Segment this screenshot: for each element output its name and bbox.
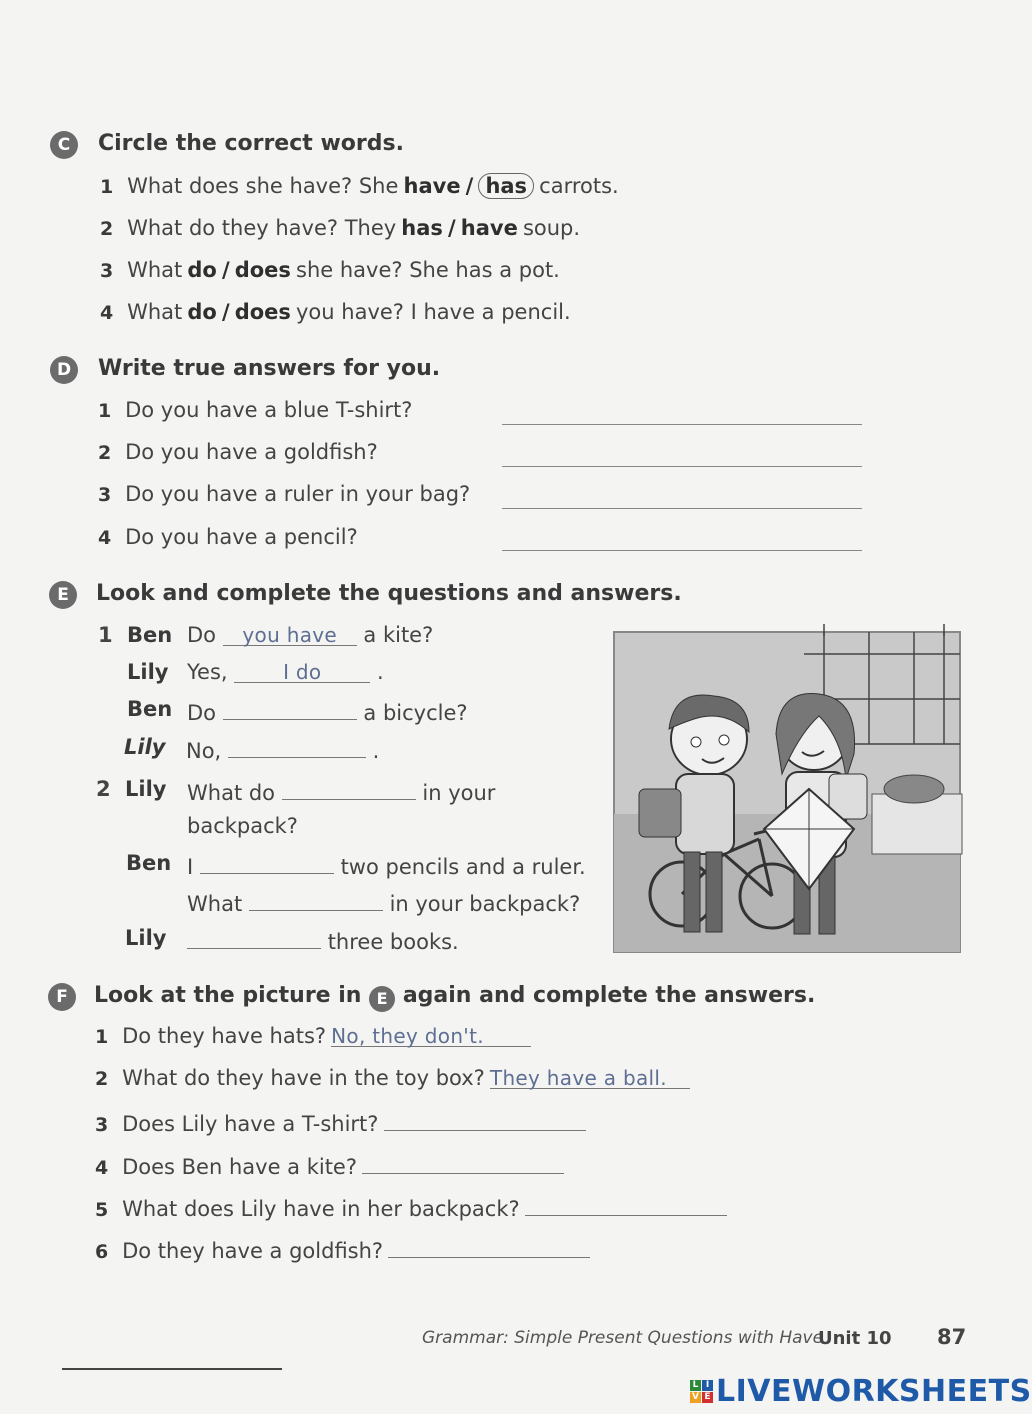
speaker-lily: Lily bbox=[124, 735, 166, 759]
illustration-children-bicycle-kite bbox=[614, 624, 968, 960]
dialogue-line: Yes, I do . bbox=[187, 660, 384, 684]
dialogue-number: 2 bbox=[96, 777, 111, 801]
dialogue-line: Do a bicycle? bbox=[187, 697, 468, 725]
option-word[interactable]: have bbox=[460, 216, 518, 240]
speaker-ben: Ben bbox=[126, 851, 172, 875]
filled-blank[interactable]: I do bbox=[234, 660, 370, 683]
footer-unit: Unit 10 bbox=[818, 1328, 892, 1349]
dialogue-line: Do you have a kite? bbox=[187, 623, 434, 647]
dialogue-number: 1 bbox=[98, 623, 113, 647]
answer-line[interactable] bbox=[362, 1151, 564, 1174]
section-e-title: Look and complete the questions and answers. bbox=[96, 581, 682, 606]
blank-input[interactable] bbox=[187, 926, 321, 949]
section-c-item: 1 What does she have? She have / has carrots. bbox=[100, 174, 619, 198]
option-word[interactable]: do bbox=[187, 300, 217, 324]
section-c-title: Circle the correct words. bbox=[98, 131, 404, 156]
blank-input[interactable] bbox=[282, 777, 416, 800]
section-c-item: 4 What do / does you have? I have a pencil. bbox=[100, 300, 571, 324]
section-c-item: 3 What do / does she have? She has a pot. bbox=[100, 258, 560, 282]
section-f-item: 4 Does Ben have a kite? bbox=[95, 1151, 564, 1179]
filled-answer[interactable]: They have a ball. bbox=[490, 1066, 690, 1089]
filled-blank[interactable]: you have bbox=[223, 623, 357, 646]
speaker-lily: Lily bbox=[125, 926, 167, 950]
dialogue-line: No, . bbox=[186, 735, 379, 763]
dialogue-line: What in your backpack? bbox=[187, 888, 580, 916]
speaker-ben: Ben bbox=[127, 623, 173, 647]
section-d-item: 4 Do you have a pencil? bbox=[98, 525, 358, 549]
section-f-item: 1 Do they have hats? No, they don't. bbox=[95, 1024, 531, 1048]
section-f-item: 2 What do they have in the toy box? They have a ball. bbox=[95, 1066, 690, 1090]
answer-line[interactable] bbox=[502, 424, 862, 425]
option-word[interactable]: have bbox=[403, 174, 461, 198]
section-d-item: 3 Do you have a ruler in your bag? bbox=[98, 482, 471, 506]
section-e-badge: E bbox=[49, 581, 77, 609]
section-d-badge: D bbox=[50, 356, 78, 384]
blank-input[interactable] bbox=[228, 735, 366, 758]
dialogue-line: What do in your bbox=[187, 777, 495, 805]
section-f-badge: F bbox=[48, 983, 76, 1011]
dialogue-line: I two pencils and a ruler. bbox=[187, 851, 586, 879]
filled-answer[interactable]: No, they don't. bbox=[331, 1024, 531, 1047]
option-word[interactable]: do bbox=[187, 258, 217, 282]
section-d-item: 1 Do you have a blue T-shirt? bbox=[98, 398, 413, 422]
blank-input[interactable] bbox=[200, 851, 334, 874]
liveworksheets-logo[interactable] bbox=[690, 1374, 1032, 1409]
section-f-item: 3 Does Lily have a T-shirt? bbox=[95, 1108, 586, 1136]
option-word[interactable]: has bbox=[401, 216, 443, 240]
answer-line[interactable] bbox=[525, 1193, 727, 1216]
speaker-ben: Ben bbox=[127, 697, 173, 721]
blank-input[interactable] bbox=[249, 888, 383, 911]
speaker-lily: Lily bbox=[125, 777, 167, 801]
option-word-circled[interactable]: has bbox=[478, 173, 534, 199]
speaker-lily: Lily bbox=[127, 660, 169, 684]
dialogue-line: backpack? bbox=[187, 814, 298, 838]
section-c-badge: C bbox=[50, 131, 78, 159]
section-f-item: 5 What does Lily have in her backpack? bbox=[95, 1193, 727, 1221]
section-d-title: Write true answers for you. bbox=[98, 356, 441, 381]
answer-line[interactable] bbox=[502, 508, 862, 509]
section-e-reference-badge: E bbox=[369, 986, 395, 1012]
section-f-title: Look at the picture in E again and complete the answers. bbox=[94, 983, 815, 1012]
answer-line[interactable] bbox=[502, 550, 862, 551]
blank-input[interactable] bbox=[223, 697, 357, 720]
answer-line[interactable] bbox=[502, 466, 862, 467]
footer-rule bbox=[62, 1368, 282, 1370]
answer-line[interactable] bbox=[388, 1235, 590, 1258]
section-f-item: 6 Do they have a goldfish? bbox=[95, 1235, 590, 1263]
section-d-item: 2 Do you have a goldfish? bbox=[98, 440, 378, 464]
logo-icon: L I V E bbox=[690, 1380, 713, 1403]
brand-name: LIVEWORKSHEETS bbox=[716, 1374, 1032, 1409]
dialogue-line: three books. bbox=[187, 926, 459, 954]
footer-caption: Grammar: Simple Present Questions with Have bbox=[422, 1328, 824, 1348]
section-c-item: 2 What do they have? They has / have soup. bbox=[100, 216, 581, 240]
option-word[interactable]: does bbox=[234, 258, 291, 282]
option-word[interactable]: does bbox=[234, 300, 291, 324]
answer-line[interactable] bbox=[384, 1108, 586, 1131]
page-number: 87 bbox=[937, 1325, 967, 1349]
